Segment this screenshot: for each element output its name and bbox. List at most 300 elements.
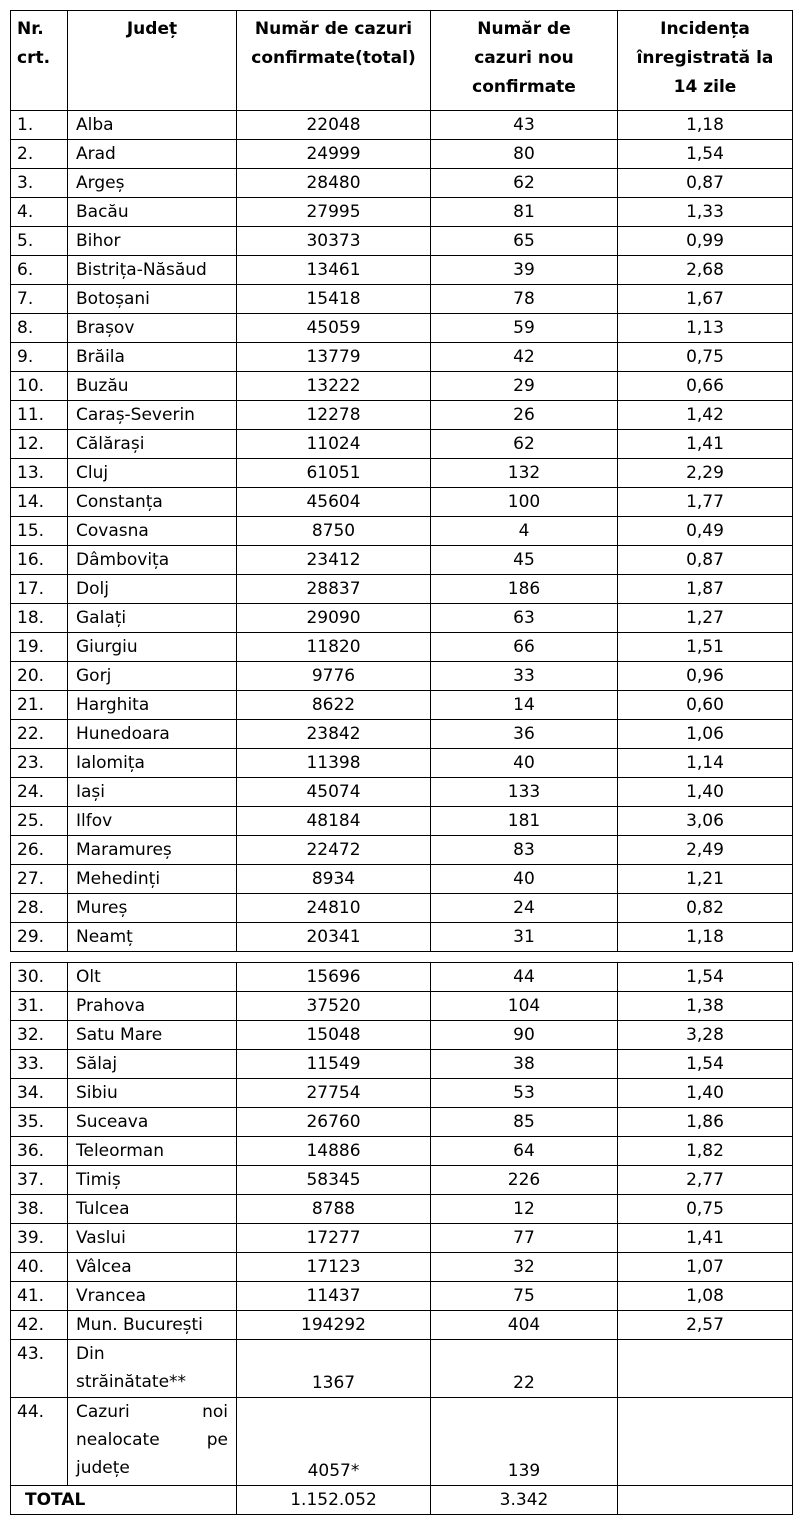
cell-noi: 29 [431, 372, 618, 401]
table-row [11, 923, 793, 952]
cell-judet: Vâlcea [68, 1253, 237, 1282]
cell-noi: 132 [431, 459, 618, 488]
cell-incidenta: 1,41 [618, 430, 793, 459]
cell-total: 22048 [237, 111, 431, 140]
cell-noi: 90 [431, 1021, 618, 1050]
cell-incidenta: 0,49 [618, 517, 793, 546]
cell-nr: 4. [11, 198, 68, 227]
cell-noi: 38 [431, 1050, 618, 1079]
cell-nr: 10. [11, 372, 68, 401]
table-row [11, 314, 793, 343]
table-row [11, 1050, 793, 1079]
cell-incidenta [618, 1398, 793, 1486]
cell-nr: 18. [11, 604, 68, 633]
cell-nr: 36. [11, 1137, 68, 1166]
word: noi [202, 1402, 228, 1422]
header-noi [431, 11, 618, 111]
cell-incidenta: 0,96 [618, 662, 793, 691]
cell-total: 13779 [237, 343, 431, 372]
cell-nr: 15. [11, 517, 68, 546]
table-row [11, 1224, 793, 1253]
table-row [11, 256, 793, 285]
cell-judet: Mun. București [68, 1311, 237, 1340]
cell-nr: 27. [11, 865, 68, 894]
cell-nr: 38. [11, 1195, 68, 1224]
table-row [11, 546, 793, 575]
table-row [11, 1166, 793, 1195]
cell-judet [68, 1398, 237, 1486]
cell-judet-line3: județe [76, 1458, 130, 1478]
cell-noi: 45 [431, 546, 618, 575]
cell-incidenta: 1,41 [618, 1224, 793, 1253]
cell-noi: 62 [431, 169, 618, 198]
cell-nr: 7. [11, 285, 68, 314]
cell-judet: Suceava [68, 1108, 237, 1137]
header-incidenta [618, 11, 793, 111]
cell-noi: 36 [431, 720, 618, 749]
cell-incidenta: 2,77 [618, 1166, 793, 1195]
cell-total: 23412 [237, 546, 431, 575]
cell-judet-line1: Din [76, 1344, 105, 1364]
cell-incidenta: 1,86 [618, 1108, 793, 1137]
cell-nr: 12. [11, 430, 68, 459]
cell-noi: 75 [431, 1282, 618, 1311]
cell-incidenta: 1,08 [618, 1282, 793, 1311]
total-incidenta [618, 1486, 793, 1515]
cell-total: 24999 [237, 140, 431, 169]
table-row [11, 343, 793, 372]
table-row [11, 575, 793, 604]
cell-nr: 29. [11, 923, 68, 952]
cell-noi: 66 [431, 633, 618, 662]
cell-total: 8750 [237, 517, 431, 546]
table-row [11, 807, 793, 836]
cell-noi: 12 [431, 1195, 618, 1224]
cell-total: 11820 [237, 633, 431, 662]
cell-judet: Teleorman [68, 1137, 237, 1166]
table-row [11, 992, 793, 1021]
cell-total: 11437 [237, 1282, 431, 1311]
cell-judet: Mehedinți [68, 865, 237, 894]
table-row [11, 1137, 793, 1166]
cell-judet: Vaslui [68, 1224, 237, 1253]
cell-incidenta: 1,67 [618, 285, 793, 314]
cell-total: 29090 [237, 604, 431, 633]
cell-incidenta: 1,33 [618, 198, 793, 227]
cell-total: 11549 [237, 1050, 431, 1079]
cell-nr: 34. [11, 1079, 68, 1108]
cell-nr: 31. [11, 992, 68, 1021]
table-row [11, 459, 793, 488]
cell-nr: 17. [11, 575, 68, 604]
cell-nr: 13. [11, 459, 68, 488]
word: nealocate [76, 1430, 160, 1450]
cell-judet-line2 [76, 1426, 236, 1454]
header-incidenta-line2: înregistrată la [636, 48, 774, 68]
cell-noi: 186 [431, 575, 618, 604]
cell-nr: 43. [11, 1340, 68, 1398]
cell-noi: 85 [431, 1108, 618, 1137]
cell-noi: 181 [431, 807, 618, 836]
header-total-line2: confirmate(total) [251, 48, 416, 68]
cell-nr: 20. [11, 662, 68, 691]
cell-noi: 39 [431, 256, 618, 285]
cell-incidenta: 0,82 [618, 894, 793, 923]
table-row-43 [11, 1340, 793, 1398]
cell-total: 26760 [237, 1108, 431, 1137]
table-row [11, 140, 793, 169]
cell-incidenta: 1,18 [618, 111, 793, 140]
table-body-part1 [11, 111, 793, 952]
table-row [11, 227, 793, 256]
header-nr-line1: Nr. [17, 19, 44, 39]
cell-incidenta: 2,68 [618, 256, 793, 285]
cell-judet-line1 [76, 1398, 236, 1426]
cell-judet: Giurgiu [68, 633, 237, 662]
table-row [11, 1282, 793, 1311]
cell-total: 24810 [237, 894, 431, 923]
cell-nr: 9. [11, 343, 68, 372]
cell-noi: 14 [431, 691, 618, 720]
cell-nr: 1. [11, 111, 68, 140]
cell-noi: 31 [431, 923, 618, 952]
cell-nr: 2. [11, 140, 68, 169]
cell-noi: 83 [431, 836, 618, 865]
cell-incidenta: 0,87 [618, 169, 793, 198]
cell-judet: Bacău [68, 198, 237, 227]
header-judet-text: Județ [126, 19, 178, 39]
cell-total: 17277 [237, 1224, 431, 1253]
cell-total: 8934 [237, 865, 431, 894]
cell-nr: 35. [11, 1108, 68, 1137]
table-row [11, 198, 793, 227]
cell-incidenta: 2,29 [618, 459, 793, 488]
cell-nr: 11. [11, 401, 68, 430]
cell-judet: Maramureș [68, 836, 237, 865]
cell-judet: Cluj [68, 459, 237, 488]
table-row-total [11, 1486, 793, 1515]
cell-noi: 42 [431, 343, 618, 372]
cell-noi: 24 [431, 894, 618, 923]
table-row [11, 430, 793, 459]
covid-table-container [10, 10, 800, 1515]
table-body-part2 [11, 963, 793, 1340]
cell-judet: Mureș [68, 894, 237, 923]
cell-total: 15696 [237, 963, 431, 992]
cell-total: 22472 [237, 836, 431, 865]
table-row [11, 865, 793, 894]
cell-incidenta: 3,06 [618, 807, 793, 836]
header-total [237, 11, 431, 111]
table-row [11, 662, 793, 691]
cell-incidenta: 1,21 [618, 865, 793, 894]
table-body-part2-extra [11, 1340, 793, 1515]
table-row [11, 488, 793, 517]
table-row [11, 604, 793, 633]
table-row [11, 517, 793, 546]
cell-total: 61051 [237, 459, 431, 488]
cell-noi: 43 [431, 111, 618, 140]
cell-judet: Brașov [68, 314, 237, 343]
cell-total: 13461 [237, 256, 431, 285]
table-row [11, 691, 793, 720]
total-cases: 1.152.052 [237, 1486, 431, 1515]
cell-noi: 33 [431, 662, 618, 691]
cell-nr: 30. [11, 963, 68, 992]
header-noi-line3: confirmate [472, 77, 576, 97]
cell-incidenta: 1,38 [618, 992, 793, 1021]
cell-nr: 16. [11, 546, 68, 575]
header-noi-line1: Număr de [477, 19, 571, 39]
cell-incidenta: 0,87 [618, 546, 793, 575]
table-row [11, 836, 793, 865]
cell-incidenta: 0,75 [618, 1195, 793, 1224]
cell-total: 14886 [237, 1137, 431, 1166]
cell-incidenta: 1,54 [618, 140, 793, 169]
cell-noi: 65 [431, 227, 618, 256]
cell-judet: Iași [68, 778, 237, 807]
cell-total: 8788 [237, 1195, 431, 1224]
table-row [11, 1108, 793, 1137]
cell-noi: 81 [431, 198, 618, 227]
cell-nr: 39. [11, 1224, 68, 1253]
cell-nr: 37. [11, 1166, 68, 1195]
total-new-cases: 3.342 [431, 1486, 618, 1515]
header-nr-line2: crt. [17, 48, 51, 68]
cell-noi: 63 [431, 604, 618, 633]
cell-judet: Ialomița [68, 749, 237, 778]
word: Cazuri [76, 1402, 130, 1422]
cell-judet: Tulcea [68, 1195, 237, 1224]
cell-noi: 226 [431, 1166, 618, 1195]
cell-judet: Neamț [68, 923, 237, 952]
cell-incidenta: 0,99 [618, 227, 793, 256]
cell-judet: Vrancea [68, 1282, 237, 1311]
cell-nr: 41. [11, 1282, 68, 1311]
cell-judet: Constanța [68, 488, 237, 517]
cell-judet: Caraș-Severin [68, 401, 237, 430]
header-nr [11, 11, 68, 111]
cell-nr: 19. [11, 633, 68, 662]
cell-judet: Bistrița-Năsăud [68, 256, 237, 285]
header-incidenta-line3: 14 zile [673, 77, 737, 97]
cell-nr: 40. [11, 1253, 68, 1282]
cell-judet: Botoșani [68, 285, 237, 314]
cell-noi: 26 [431, 401, 618, 430]
cell-total: 20341 [237, 923, 431, 952]
cell-noi: 77 [431, 1224, 618, 1253]
table-break [10, 952, 800, 962]
table-row [11, 169, 793, 198]
cell-judet: Timiș [68, 1166, 237, 1195]
cell-judet [68, 1340, 237, 1398]
cell-nr: 6. [11, 256, 68, 285]
cell-judet: Bihor [68, 227, 237, 256]
cell-nr: 28. [11, 894, 68, 923]
cell-total: 9776 [237, 662, 431, 691]
cell-nr: 24. [11, 778, 68, 807]
cases-table-part1 [10, 10, 793, 952]
cell-noi: 104 [431, 992, 618, 1021]
cell-judet: Brăila [68, 343, 237, 372]
cell-nr: 3. [11, 169, 68, 198]
cell-judet: Ilfov [68, 807, 237, 836]
cell-judet: Alba [68, 111, 237, 140]
cell-total: 28837 [237, 575, 431, 604]
cell-total: 45074 [237, 778, 431, 807]
cell-total: 48184 [237, 807, 431, 836]
cell-incidenta: 2,57 [618, 1311, 793, 1340]
cell-total: 13222 [237, 372, 431, 401]
table-row [11, 778, 793, 807]
table-row [11, 1253, 793, 1282]
cell-incidenta: 1,27 [618, 604, 793, 633]
cell-noi: 62 [431, 430, 618, 459]
cell-judet: Satu Mare [68, 1021, 237, 1050]
cell-incidenta [618, 1340, 793, 1398]
cell-total: 11024 [237, 430, 431, 459]
cell-incidenta: 1,13 [618, 314, 793, 343]
cell-judet: Covasna [68, 517, 237, 546]
cell-nr: 32. [11, 1021, 68, 1050]
cell-total: 12278 [237, 401, 431, 430]
cell-incidenta: 0,66 [618, 372, 793, 401]
cell-noi: 78 [431, 285, 618, 314]
cell-total: 58345 [237, 1166, 431, 1195]
cell-noi: 4 [431, 517, 618, 546]
cell-noi: 44 [431, 963, 618, 992]
word: pe [206, 1430, 228, 1450]
cell-incidenta: 2,49 [618, 836, 793, 865]
table-row [11, 749, 793, 778]
header-noi-line2: cazuri nou [474, 48, 574, 68]
table-row [11, 1079, 793, 1108]
cell-total: 4057* [237, 1398, 431, 1486]
cell-nr: 23. [11, 749, 68, 778]
cell-incidenta: 1,82 [618, 1137, 793, 1166]
cell-total: 11398 [237, 749, 431, 778]
cell-nr: 21. [11, 691, 68, 720]
header-incidenta-line1: Incidența [660, 19, 750, 39]
cell-incidenta: 1,54 [618, 1050, 793, 1079]
table-row [11, 633, 793, 662]
cell-incidenta: 1,77 [618, 488, 793, 517]
cell-noi: 100 [431, 488, 618, 517]
cell-judet: Dâmbovița [68, 546, 237, 575]
cell-nr: 5. [11, 227, 68, 256]
table-row [11, 111, 793, 140]
cell-total: 27995 [237, 198, 431, 227]
total-label: TOTAL [11, 1486, 237, 1515]
table-header-row [11, 11, 793, 111]
cell-noi: 80 [431, 140, 618, 169]
table-row [11, 401, 793, 430]
cell-judet: Arad [68, 140, 237, 169]
table-row [11, 1021, 793, 1050]
table-row [11, 963, 793, 992]
cell-total: 1367 [237, 1340, 431, 1398]
cell-noi: 59 [431, 314, 618, 343]
cell-total: 28480 [237, 169, 431, 198]
cell-nr: 22. [11, 720, 68, 749]
cell-noi: 53 [431, 1079, 618, 1108]
cell-incidenta: 1,87 [618, 575, 793, 604]
cell-incidenta: 1,07 [618, 1253, 793, 1282]
cell-total: 17123 [237, 1253, 431, 1282]
cell-noi: 64 [431, 1137, 618, 1166]
cell-total: 15418 [237, 285, 431, 314]
table-row [11, 285, 793, 314]
cell-incidenta: 1,42 [618, 401, 793, 430]
cell-total: 45604 [237, 488, 431, 517]
cell-total: 194292 [237, 1311, 431, 1340]
cell-nr: 8. [11, 314, 68, 343]
header-total-line1: Număr de cazuri [254, 19, 413, 39]
cell-total: 27754 [237, 1079, 431, 1108]
cell-noi: 139 [431, 1398, 618, 1486]
cell-judet: Argeș [68, 169, 237, 198]
cell-judet: Harghita [68, 691, 237, 720]
table-row [11, 894, 793, 923]
cell-judet: Buzău [68, 372, 237, 401]
cell-judet: Dolj [68, 575, 237, 604]
cell-nr: 25. [11, 807, 68, 836]
cell-incidenta: 1,14 [618, 749, 793, 778]
cell-incidenta: 1,18 [618, 923, 793, 952]
cell-total: 30373 [237, 227, 431, 256]
cell-incidenta: 0,60 [618, 691, 793, 720]
cell-incidenta: 1,40 [618, 778, 793, 807]
cell-noi: 133 [431, 778, 618, 807]
cases-table-part2 [10, 962, 793, 1515]
cell-nr: 44. [11, 1398, 68, 1486]
cell-judet: Gorj [68, 662, 237, 691]
cell-noi: 32 [431, 1253, 618, 1282]
header-judet [68, 11, 237, 111]
cell-judet: Sălaj [68, 1050, 237, 1079]
cell-nr: 42. [11, 1311, 68, 1340]
table-row [11, 372, 793, 401]
cell-judet: Prahova [68, 992, 237, 1021]
cell-incidenta: 0,75 [618, 343, 793, 372]
cell-judet-line2: străinătate** [76, 1372, 187, 1392]
cell-incidenta: 1,06 [618, 720, 793, 749]
table-row [11, 720, 793, 749]
cell-judet: Sibiu [68, 1079, 237, 1108]
cell-noi: 22 [431, 1340, 618, 1398]
cell-judet: Hunedoara [68, 720, 237, 749]
cell-incidenta: 3,28 [618, 1021, 793, 1050]
cell-judet: Galați [68, 604, 237, 633]
cell-nr: 26. [11, 836, 68, 865]
table-row [11, 1195, 793, 1224]
cell-judet: Olt [68, 963, 237, 992]
table-row [11, 1311, 793, 1340]
cell-total: 37520 [237, 992, 431, 1021]
cell-noi: 404 [431, 1311, 618, 1340]
cell-incidenta: 1,51 [618, 633, 793, 662]
cell-total: 45059 [237, 314, 431, 343]
cell-total: 8622 [237, 691, 431, 720]
cell-noi: 40 [431, 749, 618, 778]
cell-total: 15048 [237, 1021, 431, 1050]
cell-judet: Călărași [68, 430, 237, 459]
cell-incidenta: 1,40 [618, 1079, 793, 1108]
table-row-44 [11, 1398, 793, 1486]
cell-total: 23842 [237, 720, 431, 749]
cell-nr: 14. [11, 488, 68, 517]
cell-noi: 40 [431, 865, 618, 894]
